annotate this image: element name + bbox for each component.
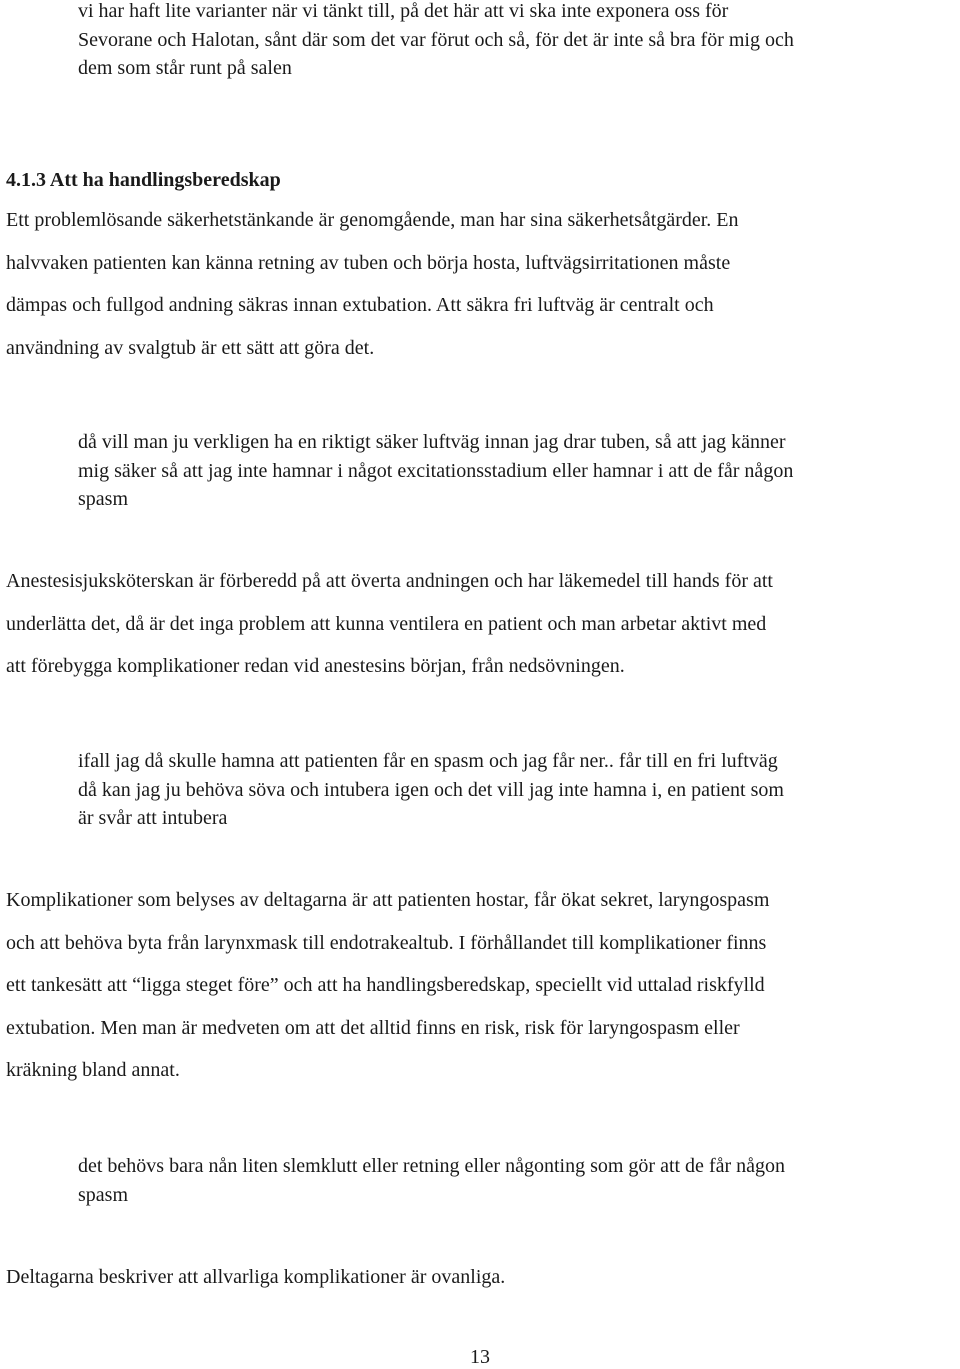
interview-quote: det behövs bara nån liten slemklutt eller retning eller någonting som gör att de får någon spasm <box>78 1155 786 1206</box>
interview-quote: ifall jag då skulle hamna att patienten får en spasm och jag får ner.. får till en fri luftväg då kan jag ju behöva söva och intubera igen och det vill jag inte hamna i, en patient som är svår att intubera <box>78 750 784 830</box>
body-paragraph: Anestesisjuksköterskan är förberedd på att överta andningen och har läkemedel till hands för att underlätta det, då är det inga problem att kunna ventilera en patient och man arbetar aktivt med att förebygga komplikationer redan vid anestesins början, från nedsövningen. <box>6 570 773 678</box>
body-paragraph: Deltagarna beskriver att allvarliga komplikationer är ovanliga. <box>6 1266 506 1288</box>
interview-quote: vi har haft lite varianter när vi tänkt till, på det här att vi ska inte exponera oss för Sevorane och Halotan, sånt där som det var förut och så, för det är inte så bra för mig och dem som står runt på salen <box>78 0 794 80</box>
body-paragraph: Ett problemlösande säkerhetstänkande är genomgående, man har sina säkerhetsåtgärder. En halvvaken patienten kan känna retning av tuben och börja hosta, luftvägsirritationen måste dämpas och fullgod andning säkras innan extubation. Att säkra fri luftväg är centralt och användning av svalgtub är ett sätt att göra det. <box>6 209 739 359</box>
page-number: 13 <box>470 1346 490 1368</box>
interview-quote: då vill man ju verkligen ha en riktigt säker luftväg innan jag drar tuben, så att jag känner mig säker så att jag inte hamnar i något excitationsstadium eller hamnar i att de får någon spasm <box>78 431 794 511</box>
section-heading: 4.1.3 Att ha handlingsberedskap <box>6 169 281 191</box>
body-paragraph: Komplikationer som belyses av deltagarna är att patienten hostar, får ökat sekret, laryngospasm och att behöva byta från larynxmask till endotrakealtub. I förhållandet till komplikationer finns ett tankesätt att “ligga steget före” och att ha handlingsberedskap, speciellt vid uttalad riskfylld extubation. Men man är medveten om att det alltid finns en risk, risk för laryngospasm eller kräkning bland annat. <box>6 889 770 1082</box>
